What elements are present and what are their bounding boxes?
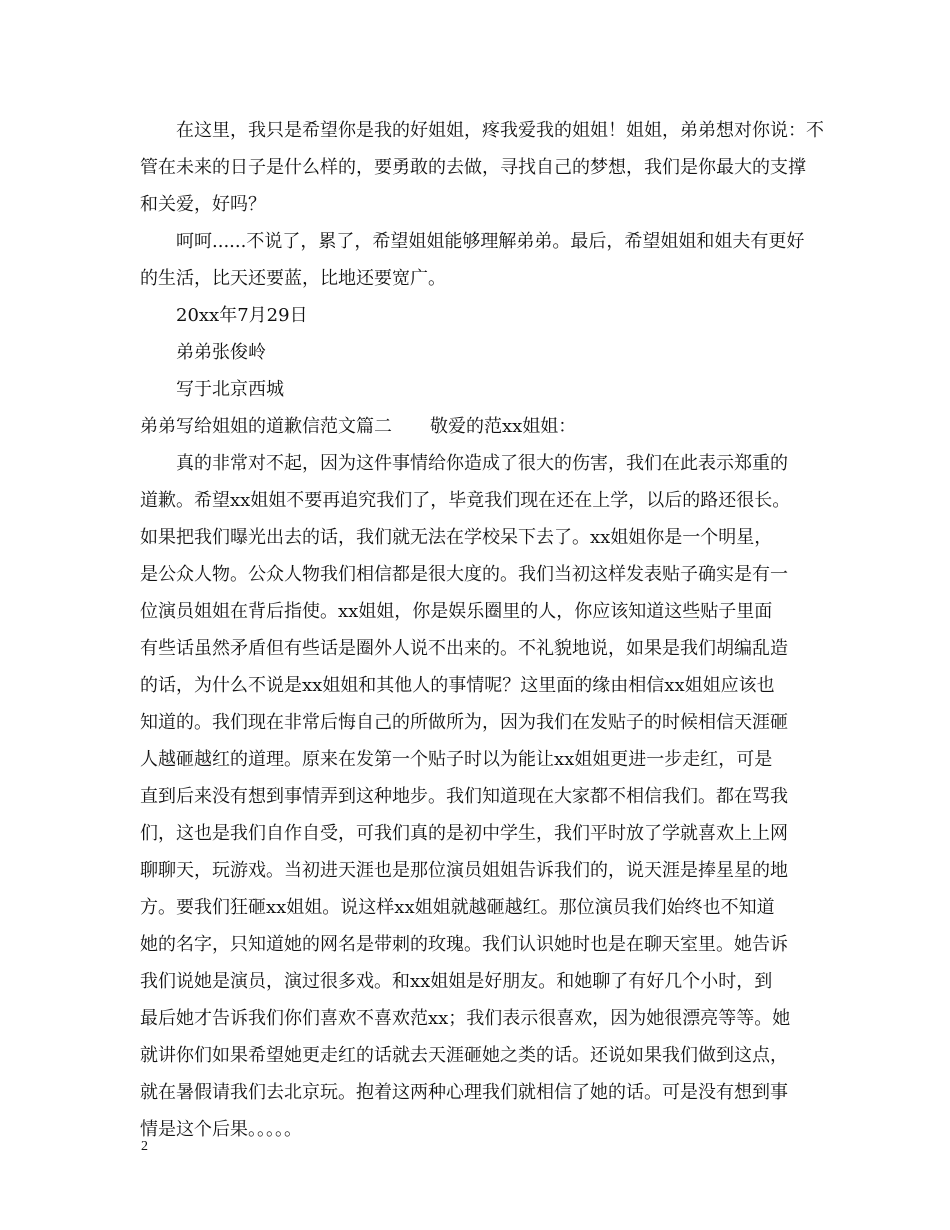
body-line: 们，这也是我们自作自受，可我们真的是初中学生，我们平时放了学就喜欢上上网: [140, 823, 788, 844]
paragraph-1-line-2: 管在未来的日子是什么样的，要勇敢的去做，寻找自己的梦想，我们是你最大的支撑: [140, 157, 806, 178]
page-number: 2: [141, 1139, 148, 1154]
body-line: 我们说她是演员，演过很多戏。和xx姐姐是好朋友。和她聊了有好几个小时，到: [140, 971, 773, 992]
letter-place: 写于北京西城: [176, 379, 284, 400]
body-line: 她的名字，只知道她的网名是带刺的玫瑰。我们认识她时也是在聊天室里。她告诉: [140, 934, 788, 955]
section-heading: 弟弟写给姐姐的道歉信范文篇二: [140, 416, 392, 437]
paragraph-1-line-1: 在这里，我只是希望你是我的好姐姐，疼我爱我的姐姐！姐姐，弟弟想对你说：不: [176, 120, 824, 141]
body-line: 方。要我们狂砸xx姐姐。说这样xx姐姐就越砸越红。那位演员我们始终也不知道: [140, 897, 775, 918]
letter-date: 20xx年7月29日: [176, 305, 308, 326]
body-line: 的话，为什么不说是xx姐姐和其他人的事情呢？这里面的缘由相信xx姐姐应该也: [140, 675, 775, 696]
body-line: 直到后来没有想到事情弄到这种地步。我们知道现在大家都不相信我们。都在骂我: [140, 786, 788, 807]
letter-signature: 弟弟张俊岭: [176, 342, 266, 363]
body-line: 是公众人物。公众人物我们相信都是很大度的。我们当初这样发表贴子确实是有一: [140, 564, 788, 585]
body-line: 最后她才告诉我们你们喜欢不喜欢范xx；我们表示很喜欢，因为她很漂亮等等。她: [140, 1008, 791, 1029]
body-line: 聊聊天，玩游戏。当初进天涯也是那位演员姐姐告诉我们的，说天涯是捧星星的地: [140, 860, 788, 881]
salutation: 敬爱的范xx姐姐：: [430, 416, 577, 437]
body-line: 如果把我们曝光出去的话，我们就无法在学校呆下去了。xx姐姐你是一个明星，: [140, 527, 773, 548]
section-heading-line: [140, 414, 576, 440]
body-line: 道歉。希望xx姐姐不要再追究我们了，毕竟我们现在还在上学，以后的路还很长。: [140, 490, 791, 511]
body-line: 有些话虽然矛盾但有些话是圈外人说不出来的。不礼貌地说，如果是我们胡编乱造: [140, 638, 788, 659]
body-line: 位演员姐姐在背后指使。xx姐姐，你是娱乐圈里的人，你应该知道这些贴子里面: [140, 601, 773, 622]
body-line: 知道的。我们现在非常后悔自己的所做所为，因为我们在发贴子的时候相信天涯砸: [140, 712, 788, 733]
paragraph-2-line-2: 的生活，比天还要蓝，比地还要宽广。: [140, 268, 446, 289]
body-line: 就在暑假请我们去北京玩。抱着这两种心理我们就相信了她的话。可是没有想到事: [140, 1082, 788, 1103]
body-line: 人越砸越红的道理。原来在发第一个贴子时以为能让xx姐姐更进一步走红，可是: [140, 749, 773, 770]
body-line: 情是这个后果。。。。。: [140, 1119, 302, 1140]
body-line: 真的非常对不起，因为这件事情给你造成了很大的伤害，我们在此表示郑重的: [176, 453, 788, 474]
body-line: 就讲你们如果希望她更走红的话就去天涯砸她之类的话。还说如果我们做到这点，: [140, 1045, 788, 1066]
paragraph-1-line-3: 和关爱，好吗？: [140, 194, 266, 215]
paragraph-2-line-1: 呵呵......不说了，累了，希望姐姐能够理解弟弟。最后，希望姐姐和姐夫有更好: [176, 231, 805, 252]
